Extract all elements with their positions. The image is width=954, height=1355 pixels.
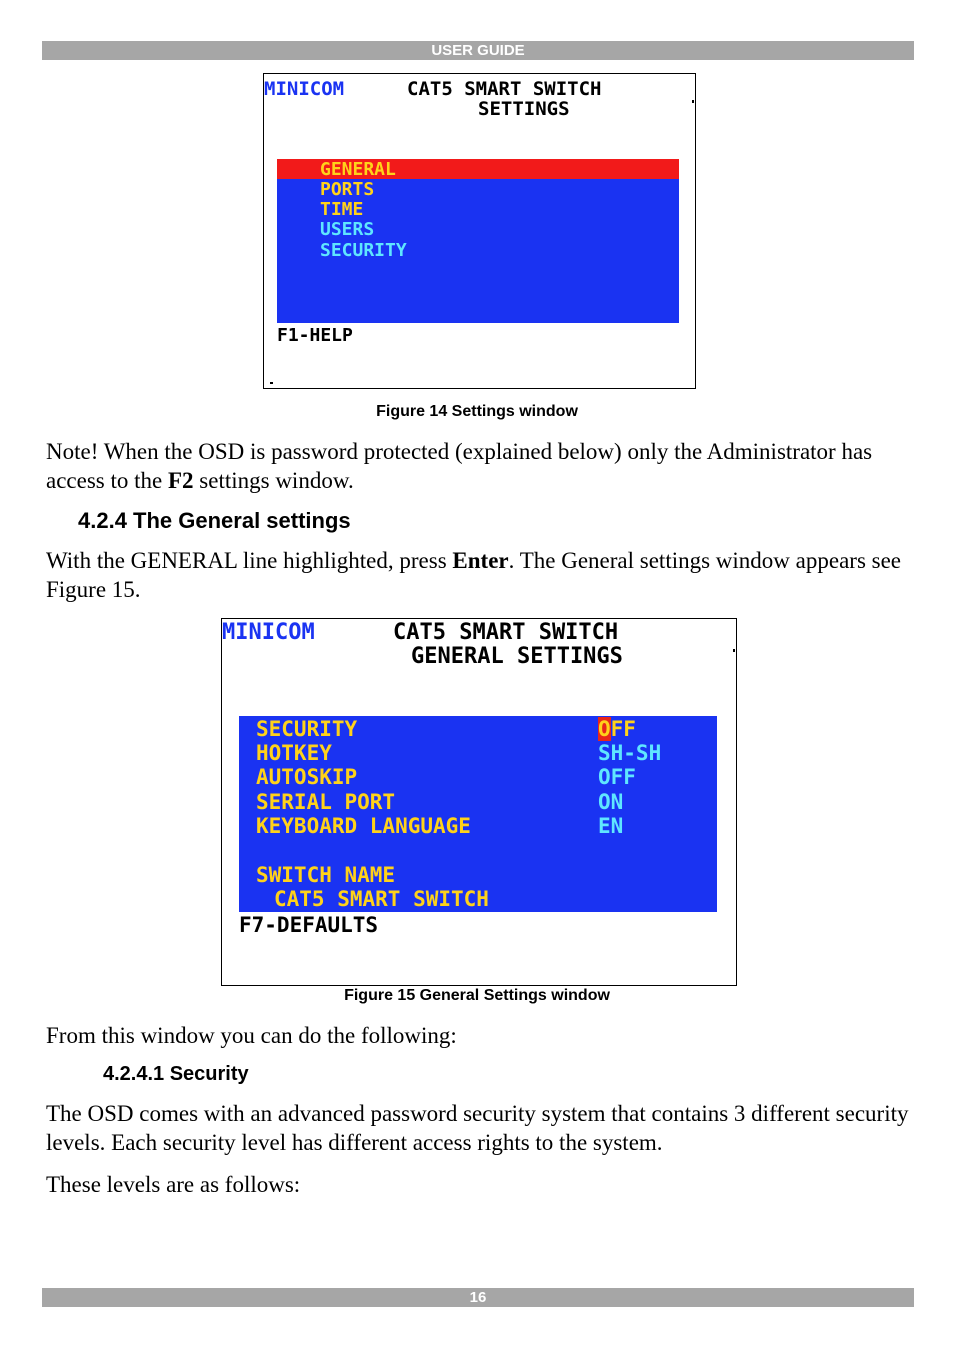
header-title: USER GUIDE [431,42,525,59]
header-bar [42,41,914,60]
menu-item-ports[interactable]: PORTS [320,179,375,200]
setting-value-serial-port[interactable]: ON [598,790,624,814]
settings-menu-panel [277,159,679,323]
security-paragraph: The OSD comes with an advanced password security system that contains 3 different security levels. Each security level has different access rights to the system. [46,1101,909,1155]
general-settings-window-figure [221,618,737,986]
setting-value-security[interactable]: OFF [598,717,636,741]
osd-logo: MINICOM [222,620,315,645]
osd-title-line1: CAT5 SMART SWITCH [407,78,602,100]
setting-value-autoskip[interactable]: OFF [598,765,636,789]
menu-item-general[interactable]: GENERAL [320,159,396,180]
setting-label-serial-port: SERIAL PORT [256,790,396,814]
osd-title-line2: GENERAL SETTINGS [411,644,623,669]
setting-label-keyboard-language: KEYBOARD LANGUAGE [256,814,471,838]
menu-item-users[interactable]: USERS [320,219,375,240]
screen-edge-mark [733,649,735,652]
screen-edge-mark [270,382,273,384]
osd-title-line2: SETTINGS [478,98,570,120]
levels-paragraph: These levels are as follows: [46,1172,301,1197]
setting-label-hotkey: HOTKEY [256,741,332,765]
figure15-caption: Figure 15 General Settings window [344,987,610,1004]
page-number: 16 [469,1289,487,1306]
screen-edge-mark [692,100,694,103]
menu-item-time[interactable]: TIME [320,199,364,220]
osd-title-line1: CAT5 SMART SWITCH [393,620,619,645]
setting-value-keyboard-language[interactable]: EN [598,814,624,838]
text-cursor: O [598,717,611,741]
subsection-heading: 4.2.4.1 Security [103,1063,249,1085]
general-settings-panel [239,716,717,912]
setting-label-autoskip: AUTOSKIP [256,765,358,789]
settings-window-figure [263,73,696,389]
section-heading: 4.2.4 The General settings [78,508,351,533]
osd-logo: MINICOM [264,78,345,100]
menu-item-security[interactable]: SECURITY [320,240,407,261]
intro-paragraph: With the GENERAL line highlighted, press Enter. The General settings window appears see Figure 15. [46,548,902,602]
switch-name-value[interactable]: CAT5 SMART SWITCH [274,887,489,911]
figure14-caption: Figure 14 Settings window [376,403,578,420]
setting-value-hotkey[interactable]: SH-SH [598,741,662,765]
note-paragraph: Note! When the OSD is password protected (explained below) only the Administrator has access to the F2 settings window. [46,439,873,493]
from-window-paragraph: From this window you can do the following: [46,1023,457,1048]
footer-bar [42,1288,914,1307]
setting-label-security: SECURITY [256,717,358,741]
switch-name-label: SWITCH NAME [256,863,396,887]
help-key-hint: F1-HELP [277,325,353,346]
defaults-key-hint: F7-DEFAULTS [239,913,379,937]
